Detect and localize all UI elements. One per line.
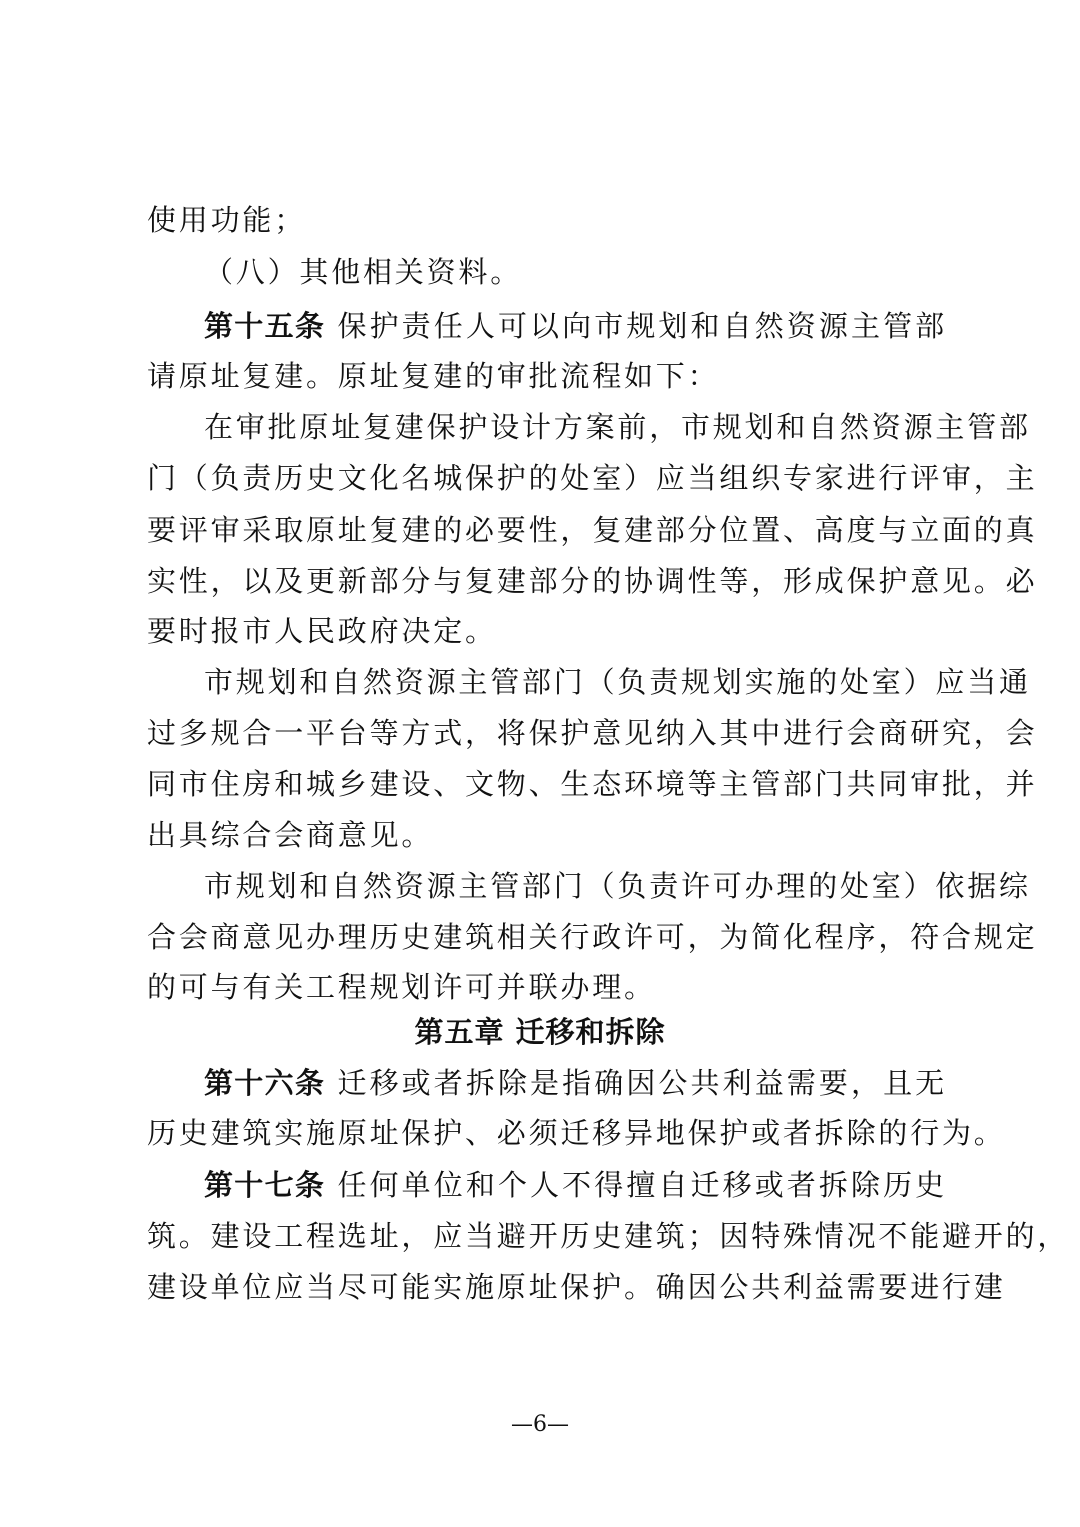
text-line: 实性，以及更新部分与复建部分的协调性等，形成保护意见。必 [147,564,1038,598]
article-16-text: 迁移或者拆除是指确因公共利益需要，且无 [337,1066,947,1100]
article-17-first-line [204,1165,947,1205]
text-line: （八）其他相关资料。 [204,255,523,289]
text-line: 市规划和自然资源主管部门（负责许可办理的处室）依据综 [204,869,1031,903]
chapter-title: 第五章 迁移和拆除 [414,1015,666,1049]
article-16-first-line [204,1063,947,1103]
text-line: 历史建筑实施原址保护、必须迁移异地保护或者拆除的行为。 [147,1116,1006,1150]
text-line: 出具综合会商意见。 [147,818,434,852]
text-line: 筑。建设工程选址，应当避开历史建筑；因特殊情况不能避开的， [147,1219,1070,1253]
text-line: 使用功能； [147,203,307,237]
text-line: 过多规合一平台等方式，将保护意见纳入其中进行会商研究，会 [147,716,1038,750]
article-17-label: 第十七条 [204,1168,326,1202]
article-15-label: 第十五条 [204,309,326,343]
article-17-text: 任何单位和个人不得擅自迁移或者拆除历史 [337,1168,947,1202]
text-line: 门（负责历史文化名城保护的处室）应当组织专家进行评审，主 [147,461,1038,495]
text-line: 请原址复建。原址复建的审批流程如下： [147,359,720,393]
article-15-first-line [204,306,947,346]
text-line: 要时报市人民政府决定。 [147,614,497,648]
text-line: 要评审采取原址复建的必要性，复建部分位置、高度与立面的真 [147,513,1038,547]
page-number: —6— [511,1412,569,1437]
text-line: 在审批原址复建保护设计方案前，市规划和自然资源主管部 [204,410,1031,444]
text-line: 同市住房和城乡建设、文物、生态环境等主管部门共同审批，并 [147,767,1038,801]
article-15-text: 保护责任人可以向市规划和自然资源主管部 [337,309,947,343]
text-line: 建设单位应当尽可能实施原址保护。确因公共利益需要进行建 [147,1270,1006,1304]
text-line: 的可与有关工程规划许可并联办理。 [147,970,656,1004]
text-line: 合会商意见办理历史建筑相关行政许可，为简化程序，符合规定 [147,920,1038,954]
article-16-label: 第十六条 [204,1066,326,1100]
text-line: 市规划和自然资源主管部门（负责规划实施的处室）应当通 [204,665,1031,699]
